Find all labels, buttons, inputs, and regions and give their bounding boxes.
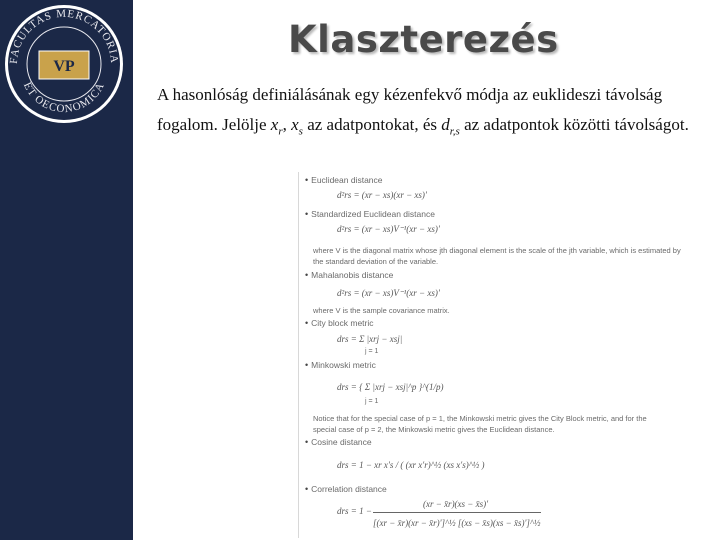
metric-euclidean-label: • Euclidean distance (305, 175, 383, 185)
metric-standardized-formula: d²rs = (xr − xs)V⁻¹(xr − xs)' (337, 224, 440, 234)
metric-standardized-label: • Standardized Euclidean distance (305, 209, 435, 219)
metric-correlation-formula: drs = 1 − (337, 506, 372, 516)
metric-correlation-numerator: (xr − x̄r)(xs − x̄s)' (423, 499, 489, 509)
sidebar (0, 0, 133, 540)
metric-minkowski-formula: drs = { Σ |xrj − xsj|^p }^(1/p) (337, 382, 444, 392)
svg-text:ET OECONOMICA: ET OECONOMICA (20, 80, 108, 116)
metric-minkowski-note-1: Notice that for the special case of p = 1, the Minkowski metric gives the City Block metric, and for the (313, 414, 647, 423)
metric-mahalanobis-note: where V is the sample covariance matrix. (313, 306, 450, 315)
intro-paragraph: A hasonlóság definiálásának egy kézenfekvő módja az euklideszi távolság fogalom. Jelölje $x_r$, $x_s$ az adatpontokat, és $d_{r,s}$ az adatpontok közötti távolságot. (157, 85, 689, 138)
svg-text:FACULTAS MERCATORIA: FACULTAS MERCATORIA (7, 7, 121, 65)
metric-euclidean-formula: d²rs = (xr − xs)(xr − xs)' (337, 190, 427, 200)
metric-correlation-denominator: [(xr − x̄r)(xr − x̄r)']^½ [(xs − x̄s)(xs − x̄s)']^½ (373, 518, 541, 528)
metric-mahalanobis-label: • Mahalanobis distance (305, 270, 394, 280)
metric-cityblock-formula: drs = Σ |xrj − xsj| (337, 334, 403, 344)
distance-metrics-figure (298, 172, 705, 538)
metric-standardized-note-2: the standard deviation of the variable. (313, 257, 439, 266)
metric-cityblock-index: j = 1 (365, 348, 379, 355)
metric-minkowski-note-2: special case of p = 2, the Minkowski metric gives the Euclidean distance. (313, 425, 555, 434)
metric-mahalanobis-formula: d²rs = (xr − xs)V⁻¹(xr − xs)' (337, 288, 440, 298)
metric-cosine-formula: drs = 1 − xr x's / ( (xr x'r)^½ (xs x's)^½ ) (337, 460, 485, 470)
metric-minkowski-label: • Minkowski metric (305, 360, 376, 370)
slide-title: Klaszterezés (288, 18, 559, 61)
metric-standardized-note-1: where V is the diagonal matrix whose jth diagonal element is the scale of the jth variable, which is estimated by (313, 246, 681, 255)
metric-minkowski-index: j = 1 (365, 398, 379, 405)
university-logo (3, 3, 125, 125)
logo-monogram: VP (53, 58, 75, 75)
metric-correlation-label: • Correlation distance (305, 484, 387, 494)
metric-correlation-fraction-bar (373, 512, 541, 513)
metric-cityblock-label: • City block metric (305, 318, 374, 328)
metric-cosine-label: • Cosine distance (305, 437, 372, 447)
